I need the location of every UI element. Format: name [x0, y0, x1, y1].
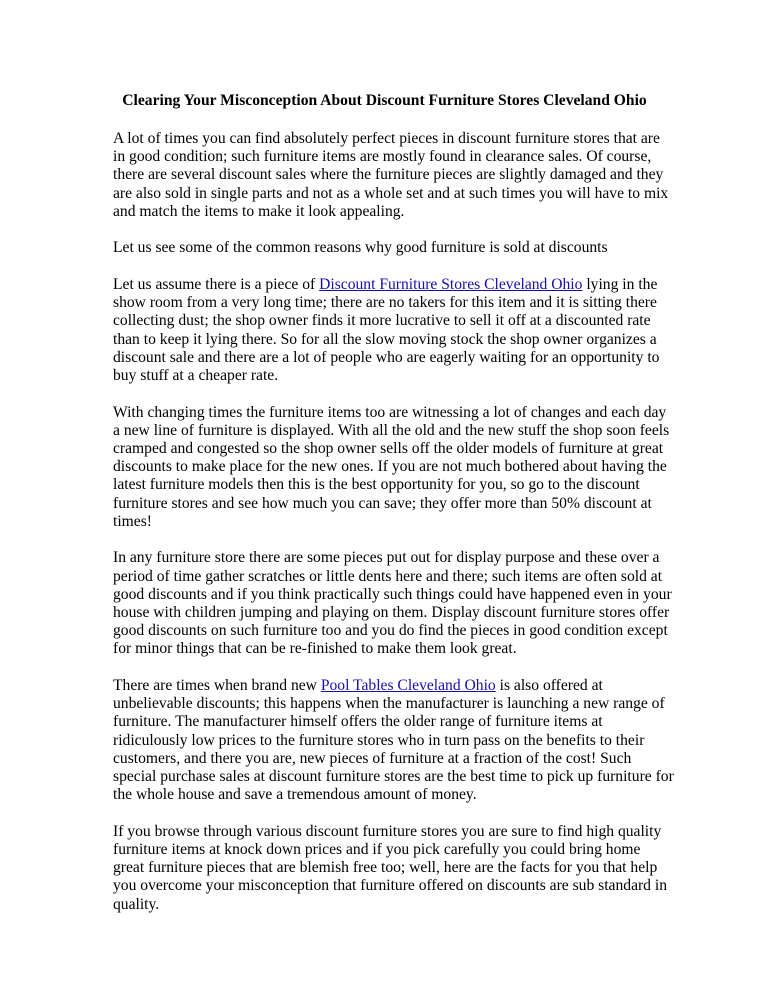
- text-line: in good condition; such furniture items are mostly found in clearance sales. Of course,: [113, 148, 652, 166]
- text-line: In any furniture store there are some pieces put out for display purpose and these over a: [113, 549, 660, 567]
- text-line: period of time gather scratches or little dents here and there; such items are often sold at: [113, 567, 663, 585]
- paragraph-1: [113, 130, 669, 221]
- text-line: furniture. The manufacturer himself offers the older range of furniture items at: [113, 713, 603, 731]
- page-title: Clearing Your Misconception About Discount Furniture Stores Cleveland Ohio: [122, 92, 647, 109]
- text-line: the whole house and save a tremendous amount of money.: [113, 786, 477, 804]
- text-line: collecting dust; the shop owner finds it more lucrative to sell it off at a discounted rate: [113, 312, 651, 330]
- text-line: ridiculously low prices to the furniture stores who in turn pass on the benefits to their: [113, 731, 645, 749]
- text-line: for minor things that can be re-finished to make them look great.: [113, 640, 517, 658]
- text-line: great furniture pieces that are blemish free too; well, here are the facts for you that help: [113, 859, 658, 877]
- paragraph-2: [113, 239, 656, 257]
- text-line: discount sale and there are a lot of people who are eagerly waiting for an opportunity to: [113, 348, 660, 366]
- paragraph-5: [113, 549, 672, 658]
- text-line: furniture stores and see how much you can save; they offer more than 50% discount at: [113, 494, 652, 512]
- pool-tables-link[interactable]: Pool Tables Cleveland Ohio: [320, 677, 496, 695]
- text-line: discounts to make place for the new ones. If you are not much bothered about having the: [113, 458, 667, 476]
- text-line: With changing times the furniture items too are witnessing a lot of changes and each day: [113, 403, 667, 421]
- text-line: are also sold in single parts and not as a whole set and at such times you will have to mix: [113, 184, 669, 202]
- text-line: If you browse through various discount furniture stores you are sure to find high quality: [113, 822, 662, 840]
- text-line: cramped and congested so the shop owner sells off the older models of furniture at great: [113, 440, 664, 458]
- text-fragment: There are times when brand new: [113, 677, 321, 695]
- paragraph-4: [113, 403, 670, 531]
- paragraph-3: [113, 276, 660, 385]
- text-line: furniture items at knock down prices and if you pick carefully you could bring home: [113, 841, 641, 859]
- text-line: times!: [113, 512, 152, 530]
- text-line: special purchase sales at discount furniture stores are the best time to pick up furniture for: [113, 768, 674, 786]
- text-line: good discounts on such furniture too and you do find the pieces in good condition except: [113, 622, 668, 640]
- text-line: A lot of times you can find absolutely perfect pieces in discount furniture stores that are: [113, 130, 660, 147]
- text-line: good discounts and if you think practically such things could have happened even in your: [113, 585, 672, 603]
- text-line: customers, and there you are, new pieces of furniture at a fraction of the cost! Such: [113, 749, 632, 767]
- text-line: quality.: [113, 895, 160, 913]
- text-line: there are several discount sales where the furniture pieces are slightly damaged and they: [113, 166, 664, 184]
- text-line: [113, 276, 656, 294]
- paragraph-7: [113, 822, 668, 914]
- text-fragment: Let us assume there is a piece of: [113, 276, 320, 293]
- text-line: unbelievable discounts; this happens when the manufacturer is launching a new range of: [113, 695, 665, 713]
- text-line: you overcome your misconception that furniture offered on discounts are sub standard in: [113, 877, 668, 895]
- text-fragment: lying in the: [582, 276, 658, 293]
- text-line: a new line of furniture is displayed. With all the old and the new stuff the shop soon feels: [113, 421, 670, 439]
- paragraph-6: [113, 677, 674, 804]
- discount-furniture-stores-link[interactable]: Discount Furniture Stores Cleveland Ohio: [319, 276, 583, 293]
- text-line: than to keep it lying there. So for all the slow moving stock the shop owner organizes a: [113, 330, 657, 348]
- text-line: latest furniture models then this is the best opportunity for you, so go to the discount: [113, 476, 640, 494]
- text-line: [113, 677, 656, 695]
- text-line: Let us see some of the common reasons why good furniture is sold at discounts: [113, 239, 608, 257]
- text-line: buy stuff at a cheaper rate.: [113, 367, 279, 385]
- text-line: and match the items to make it look appealing.: [113, 202, 405, 220]
- text-line: show room from a very long time; there are no takers for this item and it is sitting there: [113, 294, 657, 312]
- text-line: house with children jumping and playing on them. Display discount furniture stores offer: [113, 604, 670, 622]
- text-fragment: is also offered at: [495, 677, 603, 695]
